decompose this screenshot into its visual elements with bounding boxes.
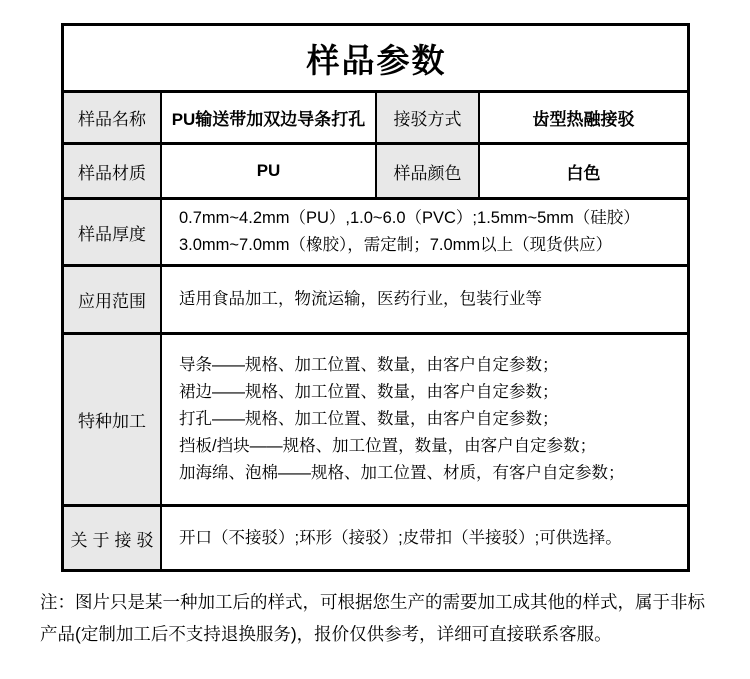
row-value-application (160, 267, 687, 332)
table-row-special-processing (64, 332, 687, 504)
application-line-1: 适用食品加工，物流运输，医药行业，包装行业等 (179, 290, 542, 308)
row-value-sample-name: PU输送带加双边导条打孔 (160, 93, 375, 142)
row-label-application: 应用范围 (64, 267, 160, 332)
row-label-thickness: 样品厚度 (64, 200, 160, 264)
special-line-3: 打孔——规格、加工位置、数量，由客户自定参数； (179, 410, 559, 428)
special-line-2: 裙边——规格、加工位置、数量，由客户自定参数； (179, 383, 559, 401)
table-title: 样品参数 (306, 41, 447, 79)
footnote-line-1: 注：图片只是某一种加工后的样式，可根据您生产的需要加工成其他的样式，属于非标 (40, 592, 705, 612)
about-joint-line-1: 开口（不接驳）;环形（接驳）;皮带扣（半接驳）;可供选择。 (179, 528, 622, 547)
row-value-joint-method: 齿型热融接驳 (478, 93, 687, 142)
row-label-joint-method: 接驳方式 (375, 93, 478, 142)
spec-table (61, 23, 690, 572)
row-value-color: 白色 (478, 145, 687, 197)
row-value-about-joint (160, 507, 687, 569)
table-row-material (64, 142, 687, 197)
row-label-material: 样品材质 (64, 145, 160, 197)
row-label-sample-name: 样品名称 (64, 93, 160, 142)
row-label-color: 样品颜色 (375, 145, 478, 197)
special-line-1: 导条——规格、加工位置、数量，由客户自定参数； (179, 356, 559, 374)
row-label-special-processing: 特种加工 (64, 335, 160, 504)
row-value-thickness (160, 200, 687, 264)
table-title-row (64, 26, 687, 90)
table-row-application (64, 264, 687, 332)
table-row-about-joint (64, 504, 687, 569)
row-value-special-processing (160, 335, 687, 504)
footnote-line-2: 产品(定制加工后不支持退换服务)，报价仅供参考，详细可直接联系客服。 (40, 624, 612, 644)
table-row-thickness (64, 197, 687, 264)
special-line-5: 加海绵、泡棉——规格、加工位置、材质，有客户自定参数； (179, 464, 625, 482)
thickness-line-2: 3.0mm~7.0mm（橡胶），需定制；7.0mm以上（现货供应） (179, 236, 613, 254)
row-label-about-joint: 关于接驳 (64, 507, 160, 569)
special-line-4: 挡板/挡块——规格、加工位置，数量，由客户自定参数； (179, 437, 597, 455)
row-value-material: PU (160, 145, 375, 197)
table-row-sample-name (64, 90, 687, 142)
footnote (40, 586, 720, 650)
thickness-line-1: 0.7mm~4.2mm（PU）,1.0~6.0（PVC）;1.5mm~5mm（硅胶） (179, 209, 640, 227)
